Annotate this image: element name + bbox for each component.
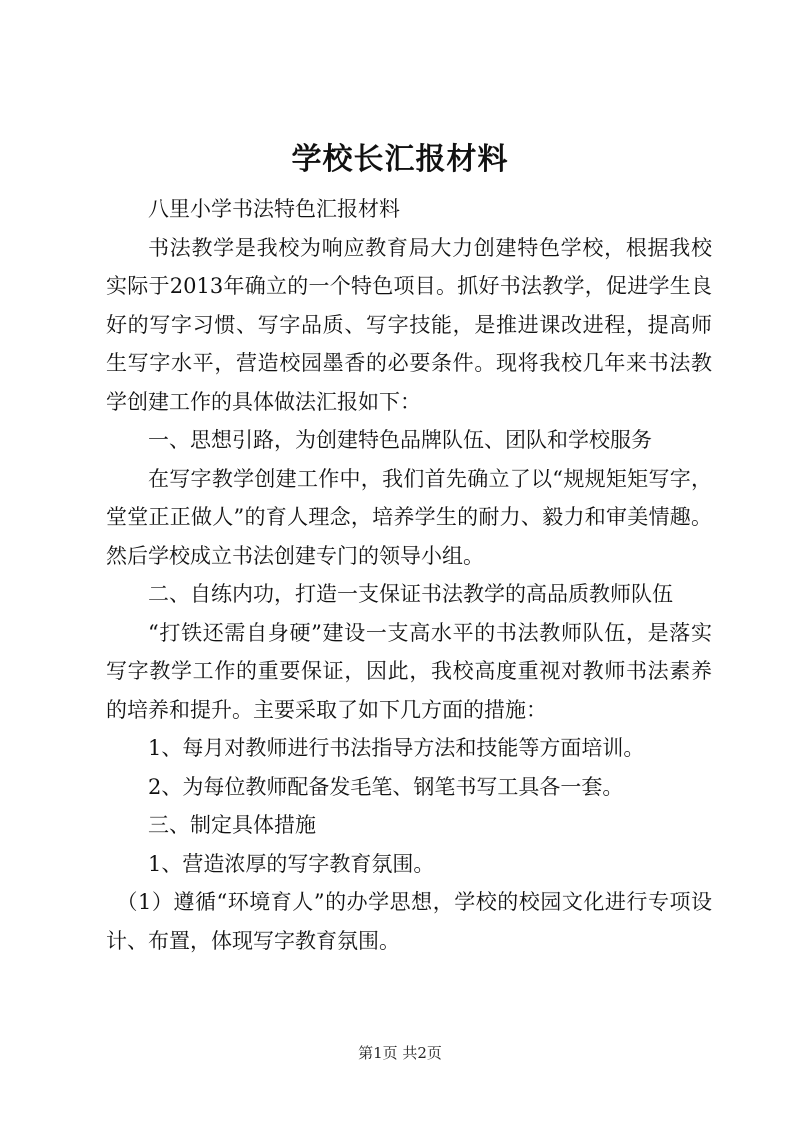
document-body — [106, 190, 712, 960]
intro-paragraph: 书法教学是我校为响应教育局大力创建特色学校，根据我校实际于2013年确立的一个特色项目。抓好书法教学，促进学生良好的写字习惯、写字品质、写字技能，是推进课改进程，提高师生写字水平，营造校园墨香的必要条件。现将我校几年来书法教学创建工作的具体做法汇报如下： — [106, 235, 712, 414]
page-footer: 第1页 共2页 — [358, 1044, 442, 1062]
document-title: 学校长汇报材料 — [291, 142, 509, 177]
measure-subitem-1: （1）遵循“环境育人”的办学思想，学校的校园文化进行专项设计、布置，体现写字教育氛围。 — [106, 890, 712, 953]
section-1-paragraph: 在写字教学创建工作中，我们首先确立了以“规规矩矩写字，堂堂正正做人”的育人理念，培养学生的耐力、毅力和审美情趣。然后学校成立书法创建专门的领导小组。 — [106, 466, 712, 568]
section-heading-1: 一、思想引路，为创建特色品牌队伍、团队和学校服务 — [148, 428, 652, 452]
list-item-2: 2、为每位教师配备发毛笔、钢笔书写工具各一套。 — [148, 774, 624, 799]
measure-item-1: 1、营造浓厚的写字教育氛围。 — [148, 851, 435, 876]
section-heading-3: 三、制定具体措施 — [148, 813, 316, 837]
subtitle-paragraph: 八里小学书法特色汇报材料 — [148, 197, 400, 221]
section-2-paragraph: “打铁还需自身硬”建设一支高水平的书法教师队伍，是落实写字教学工作的重要保证，因此，我校高度重视对教师书法素养的培养和提升。主要采取了如下几方面的措施： — [106, 620, 712, 722]
section-heading-2: 二、自练内功，打造一支保证书法教学的高品质教师队伍 — [148, 582, 673, 606]
list-item-1: 1、每月对教师进行书法指导方法和技能等方面培训。 — [148, 736, 645, 760]
